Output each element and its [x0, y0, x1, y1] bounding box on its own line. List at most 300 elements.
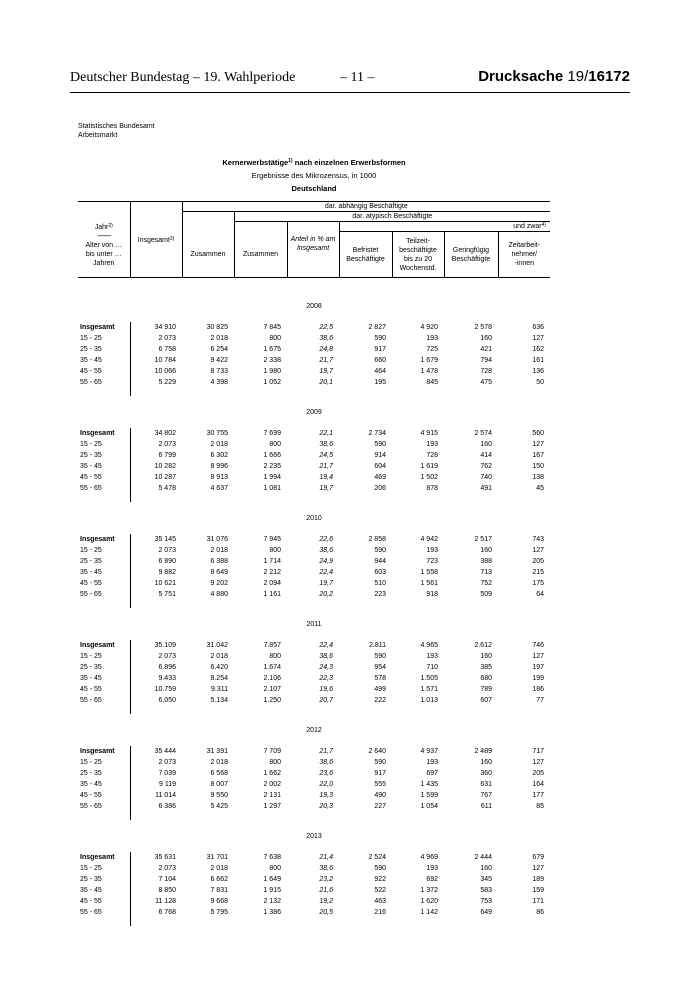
table-title-footnote: 1): [288, 158, 293, 164]
table-cell: 2 018: [210, 653, 228, 660]
table-cell: 679: [532, 854, 545, 861]
table-cell: 2 640: [368, 748, 386, 755]
table-cell: 19,3: [319, 792, 333, 799]
table-cell: 491: [480, 485, 492, 492]
table-cell: 189: [532, 876, 545, 883]
header-blank-top: [78, 202, 130, 212]
table-cell: 222: [374, 697, 386, 704]
header-doc-num-a: 19/: [567, 68, 589, 85]
table-cell: 20,1: [319, 379, 333, 386]
table-cell: 475: [480, 379, 492, 386]
table-row: [78, 567, 550, 578]
table-cell: 5 795: [210, 909, 228, 916]
table-cell: 138: [532, 474, 545, 481]
table-cell: 127: [532, 441, 545, 448]
table-cell: 85: [536, 803, 545, 810]
row-label: 25 - 35: [80, 770, 102, 777]
table-cell: 175: [532, 580, 545, 587]
table-cell: 23,2: [319, 876, 333, 883]
table-cell: 10.759: [130, 684, 182, 695]
table-cell: 193: [426, 759, 438, 766]
col-header-zusammen-2: Zusammen: [234, 232, 287, 278]
table-title-block: [78, 156, 550, 195]
table-cell: 215: [532, 569, 545, 576]
row-label: Insgesamt: [80, 324, 115, 331]
table-cell: 160: [480, 547, 492, 554]
table-cell: 38,6: [319, 865, 333, 872]
table-cell: 794: [480, 357, 492, 364]
table-cell: 345: [480, 876, 492, 883]
table-cell: 22,3: [319, 675, 333, 682]
table-cell: 11 128: [130, 896, 182, 907]
table-cell: 800: [269, 547, 281, 554]
col-header-abhaengig: dar. abhängig Beschäftigte: [182, 202, 550, 212]
table-cell: 4 880: [210, 591, 228, 598]
table-cell: 167: [532, 452, 545, 459]
table-cell: 2.107: [263, 686, 281, 693]
col-header-geringfuegig: Geringfügig Beschäftigte: [444, 232, 498, 278]
row-label: 35 - 45: [80, 569, 102, 576]
table-cell: 692: [426, 876, 438, 883]
table-row: [78, 450, 550, 461]
table-row: [78, 673, 550, 684]
table-cell: 8 007: [210, 781, 228, 788]
year-section-row: [78, 608, 550, 640]
table-cell: 649: [480, 909, 492, 916]
table-cell: 1 297: [263, 803, 281, 810]
source-line-2: Arbeitsmarkt: [78, 132, 118, 139]
table-row: [78, 428, 550, 439]
table-cell: 1 502: [420, 474, 438, 481]
row-label: 35 - 45: [80, 463, 102, 470]
table-cell: 421: [480, 346, 492, 353]
table-cell: 2 858: [368, 536, 386, 543]
table-cell: 2 489: [474, 748, 492, 755]
table-cell: 199: [532, 675, 545, 682]
table-cell: 6.420: [210, 664, 228, 671]
table-cell: 463: [374, 898, 386, 905]
table-cell: 21,6: [319, 887, 333, 894]
table-cell: 509: [480, 591, 492, 598]
table-cell: 31 391: [206, 748, 228, 755]
table-row: [78, 695, 550, 706]
table-cell: 752: [480, 580, 492, 587]
table-cell: 193: [426, 865, 438, 872]
table-cell: 1 649: [263, 876, 281, 883]
table-cell: 1 619: [420, 463, 438, 470]
table-row: [78, 757, 550, 768]
table-cell: 2 073: [130, 863, 182, 874]
year-section-row: [78, 820, 550, 852]
table-cell: 2 131: [263, 792, 281, 799]
row-label: 15 - 25: [80, 759, 102, 766]
table-row: [78, 779, 550, 790]
table-cell: 743: [532, 536, 545, 543]
table-cell: 680: [480, 675, 492, 682]
row-label: 45 - 55: [80, 898, 102, 905]
table-cell: 9 550: [210, 792, 228, 799]
table-cell: 20,2: [319, 591, 333, 598]
table-cell: 2 018: [210, 335, 228, 342]
table-cell: 1 599: [420, 792, 438, 799]
table-title: [78, 156, 550, 169]
col-header-insgesamt: Insgesamt$^{3)}$: [130, 232, 182, 278]
table-cell: 6 890: [130, 556, 182, 567]
table-cell: 21,7: [319, 748, 333, 755]
col-header-jahr: Jahr$^{2)}$: [94, 222, 113, 231]
table-cell: 2 002: [263, 781, 281, 788]
table-cell: 2 212: [263, 569, 281, 576]
table-row: [78, 790, 550, 801]
table-cell: 197: [532, 664, 545, 671]
table-cell: 2 018: [210, 865, 228, 872]
year-heading: 2012: [306, 727, 322, 734]
row-label: 55 - 65: [80, 485, 102, 492]
row-label: 45 - 55: [80, 686, 102, 693]
table-cell: 414: [480, 452, 492, 459]
table-row: [78, 863, 550, 874]
table-cell: 2 094: [263, 580, 281, 587]
table-cell: 9 668: [210, 898, 228, 905]
table-cell: 7 638: [263, 854, 281, 861]
row-label: 45 - 55: [80, 368, 102, 375]
table-cell: 717: [532, 748, 545, 755]
table-cell: 1 435: [420, 781, 438, 788]
table-cell: 918: [426, 591, 438, 598]
table-cell: 917: [374, 770, 386, 777]
table-cell: 2.106: [263, 675, 281, 682]
table-cell: 11 014: [130, 790, 182, 801]
table-cell: 38,6: [319, 441, 333, 448]
table-cell: 1 662: [263, 770, 281, 777]
table-cell: 631: [480, 781, 492, 788]
table-cell: 1 558: [420, 569, 438, 576]
year-section-row: [78, 502, 550, 534]
table-cell: 4 969: [420, 854, 438, 861]
table-row: [78, 651, 550, 662]
table-cell: 510: [374, 580, 386, 587]
table-cell: 22,1: [319, 430, 333, 437]
row-label: 25 - 35: [80, 876, 102, 883]
table-cell: 6 568: [210, 770, 228, 777]
table-cell: 6 799: [130, 450, 182, 461]
table-cell: 193: [426, 547, 438, 554]
table-cell: 31 076: [206, 536, 228, 543]
table-cell: 2 517: [474, 536, 492, 543]
table-cell: 86: [536, 909, 545, 916]
table-row: [78, 907, 550, 918]
table-cell: 4 937: [420, 748, 438, 755]
table-cell: 660: [374, 357, 386, 364]
table-cell: 5 229: [130, 377, 182, 388]
table-cell: 1 372: [420, 887, 438, 894]
table-cell: 5 751: [130, 589, 182, 600]
row-label: 55 - 65: [80, 379, 102, 386]
table-cell: 1 386: [263, 909, 281, 916]
row-label: 25 - 35: [80, 346, 102, 353]
col-header-alter: ---------- Alter von … bis unter … Jahren: [78, 232, 130, 278]
table-cell: 30 825: [206, 324, 228, 331]
table-row: [78, 640, 550, 651]
table-row: [78, 746, 550, 757]
table-cell: 360: [480, 770, 492, 777]
table-cell: 7 845: [263, 324, 281, 331]
table-cell: 555: [374, 781, 386, 788]
table-cell: 20,5: [319, 909, 333, 916]
table-cell: 2 827: [368, 324, 386, 331]
table-cell: 944: [374, 558, 386, 565]
table-cell: 162: [532, 346, 545, 353]
table-cell: 922: [374, 876, 386, 883]
table-cell: 1 620: [420, 898, 438, 905]
table-cell: 800: [269, 653, 281, 660]
table-cell: 2 574: [474, 430, 492, 437]
table-cell: 2 734: [368, 430, 386, 437]
table-cell: 10 287: [130, 472, 182, 483]
table-cell: 7 104: [130, 874, 182, 885]
table-cell: 560: [532, 430, 545, 437]
table-cell: 607: [480, 697, 492, 704]
table-cell: 490: [374, 792, 386, 799]
table-cell: 38,6: [319, 759, 333, 766]
table-cell: 1 980: [263, 368, 281, 375]
table-cell: 4.965: [420, 642, 438, 649]
table-cell: 1 142: [420, 909, 438, 916]
table-cell: 9 422: [210, 357, 228, 364]
table-cell: 35 145: [130, 534, 182, 545]
table-cell: 603: [374, 569, 386, 576]
table-cell: 160: [480, 759, 492, 766]
table-body: [78, 278, 550, 927]
table-cell: 227: [374, 803, 386, 810]
row-label: Insgesamt: [80, 430, 115, 437]
table-cell: 6 662: [210, 876, 228, 883]
row-label: 55 - 65: [80, 697, 102, 704]
table-cell: 171: [532, 898, 545, 905]
year-heading: 2008: [306, 303, 322, 310]
table-cell: 21,4: [319, 854, 333, 861]
table-cell: 127: [532, 653, 545, 660]
table-cell: 24,9: [319, 558, 333, 565]
table-cell: 1.571: [420, 686, 438, 693]
table-cell: 8 733: [210, 368, 228, 375]
table-cell: 583: [480, 887, 492, 894]
table-title-rest: nach einzelnen Erwerbsformen: [292, 158, 406, 167]
table-cell: 590: [374, 865, 386, 872]
table-cell: 19,4: [319, 474, 333, 481]
table-cell: 193: [426, 653, 438, 660]
row-label: 35 - 45: [80, 781, 102, 788]
year-heading: 2013: [306, 833, 322, 840]
table-cell: 728: [426, 452, 438, 459]
table-row: [78, 483, 550, 494]
table-row: [78, 768, 550, 779]
table-cell: 10 784: [130, 355, 182, 366]
table-cell: 22,6: [319, 536, 333, 543]
col-header-zusammen-1: Zusammen: [182, 232, 234, 278]
table-cell: 2 132: [263, 898, 281, 905]
table-cell: 469: [374, 474, 386, 481]
table-cell: 164: [532, 781, 545, 788]
row-label: Insgesamt: [80, 536, 115, 543]
year-heading: 2009: [306, 409, 322, 416]
table-cell: 9.433: [130, 673, 182, 684]
row-label: 15 - 25: [80, 653, 102, 660]
table-row: [78, 461, 550, 472]
table-cell: 193: [426, 335, 438, 342]
table-cell: 878: [426, 485, 438, 492]
table-cell: 697: [426, 770, 438, 777]
row-label: 35 - 45: [80, 887, 102, 894]
table-cell: 762: [480, 463, 492, 470]
table-cell: 22,4: [319, 642, 333, 649]
table-cell: 1 161: [263, 591, 281, 598]
table-row: [78, 885, 550, 896]
table-cell: 9 119: [130, 779, 182, 790]
source-line-1: Statistisches Bundesamt: [78, 123, 155, 130]
table-cell: 1 054: [420, 803, 438, 810]
table-cell: 9.311: [211, 686, 228, 693]
table-cell: 7 831: [210, 887, 228, 894]
row-label: 25 - 35: [80, 558, 102, 565]
table-cell: 159: [532, 887, 545, 894]
table-row: [78, 534, 550, 545]
table-cell: 590: [374, 653, 386, 660]
table-cell: 2 444: [474, 854, 492, 861]
table-row: [78, 333, 550, 344]
table-cell: 19,2: [319, 898, 333, 905]
table-cell: 19,7: [319, 485, 333, 492]
year-heading: 2011: [306, 621, 322, 628]
table-cell: 34 802: [130, 428, 182, 439]
table-cell: 6.050: [130, 695, 182, 706]
table-cell: 800: [269, 865, 281, 872]
table-cell: 1.674: [263, 664, 281, 671]
table-cell: 20,3: [319, 803, 333, 810]
row-label: 25 - 35: [80, 664, 102, 671]
table-cell: 205: [532, 770, 545, 777]
table-cell: 1 714: [263, 558, 281, 565]
header-document-number: [478, 68, 630, 85]
table-cell: 522: [374, 887, 386, 894]
row-label: 55 - 65: [80, 591, 102, 598]
col-header-und-zwar: und zwar$^{4)}$: [339, 222, 550, 232]
table-cell: 6 758: [130, 344, 182, 355]
table-cell: 22,0: [319, 781, 333, 788]
table-cell: 746: [532, 642, 545, 649]
table-cell: 2 073: [130, 757, 182, 768]
table-cell: 4 942: [420, 536, 438, 543]
table-cell: 4 920: [420, 324, 438, 331]
table-cell: 1.505: [420, 675, 438, 682]
table-cell: 2 018: [210, 759, 228, 766]
table-cell: 590: [374, 547, 386, 554]
table-cell: 2 338: [263, 357, 281, 364]
table-header: [78, 202, 550, 278]
table-title-main: Kernerwerbstätige: [222, 158, 289, 167]
table-cell: 216: [374, 909, 386, 916]
table-cell: 954: [374, 664, 386, 671]
table-cell: 2 235: [263, 463, 281, 470]
table-cell: 38,6: [319, 547, 333, 554]
table-cell: 45: [536, 485, 545, 492]
row-label: 45 - 55: [80, 580, 102, 587]
table-cell: 127: [532, 547, 545, 554]
table-cell: 50: [536, 379, 545, 386]
table-cell: 127: [532, 335, 545, 342]
row-label: 45 - 55: [80, 474, 102, 481]
table-row: [78, 439, 550, 450]
table-row: [78, 472, 550, 483]
table-region: Deutschland: [291, 184, 337, 193]
page-header: [70, 70, 630, 93]
employment-table: [78, 201, 550, 926]
header-doc-label: Drucksache: [478, 68, 568, 85]
table-cell: 4 915: [420, 430, 438, 437]
table-cell: 24,5: [319, 452, 333, 459]
table-cell: 6 768: [130, 907, 182, 918]
table-row: [78, 874, 550, 885]
table-cell: 789: [480, 686, 492, 693]
table-cell: 31.042: [206, 642, 228, 649]
header-doc-num-b: 16172: [588, 68, 630, 85]
table-cell: 578: [374, 675, 386, 682]
table-cell: 20,7: [319, 697, 333, 704]
table-cell: 21,7: [319, 357, 333, 364]
table-cell: 1 052: [263, 379, 281, 386]
table-cell: 5.134: [210, 697, 228, 704]
table-row: [78, 366, 550, 377]
table-cell: 5 478: [130, 483, 182, 494]
table-cell: 8 850: [130, 885, 182, 896]
table-cell: 19,7: [319, 368, 333, 375]
table-cell: 800: [269, 335, 281, 342]
table-cell: 464: [374, 368, 386, 375]
table-cell: 2 073: [130, 333, 182, 344]
table-cell: 35.109: [130, 640, 182, 651]
row-label: Insgesamt: [80, 642, 115, 649]
year-heading: 2010: [306, 515, 322, 522]
table-cell: 1 994: [263, 474, 281, 481]
table-cell: 767: [480, 792, 492, 799]
table-cell: 160: [480, 865, 492, 872]
table-cell: 24,3: [319, 664, 333, 671]
table-cell: 917: [374, 346, 386, 353]
table-cell: 5 425: [210, 803, 228, 810]
table-cell: 7 699: [263, 430, 281, 437]
row-label: 15 - 25: [80, 547, 102, 554]
table-cell: 1 915: [263, 887, 281, 894]
table-row: [78, 801, 550, 812]
table-cell: 4 637: [210, 485, 228, 492]
table-subtitle: Ergebnisse des Mikrozensus, in 1000: [251, 171, 377, 180]
table-cell: 753: [480, 898, 492, 905]
table-cell: 2 018: [210, 441, 228, 448]
table-cell: 1.250: [263, 697, 281, 704]
table-cell: 385: [480, 664, 492, 671]
table-cell: 31 701: [206, 854, 228, 861]
table-cell: 800: [269, 441, 281, 448]
table-cell: 1 666: [263, 452, 281, 459]
table-cell: 636: [532, 324, 545, 331]
table-cell: 64: [536, 591, 545, 598]
row-label: Insgesamt: [80, 854, 115, 861]
table-cell: 590: [374, 441, 386, 448]
col-header-zeitarbeit: Zeitarbeit- nehmer/ -innen: [498, 232, 550, 278]
table-cell: 30 755: [206, 430, 228, 437]
table-cell: 6.896: [130, 662, 182, 673]
table-cell: 1 081: [263, 485, 281, 492]
